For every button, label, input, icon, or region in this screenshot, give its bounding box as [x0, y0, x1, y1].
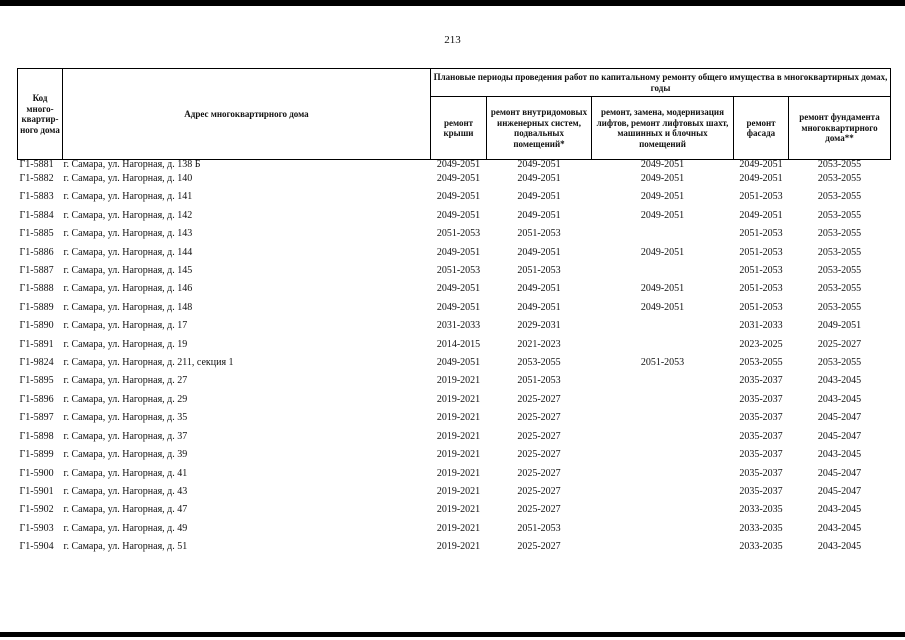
engineering-period-cell: 2053-2055 [517, 357, 561, 369]
house-code-cell: Г1-5881 [19, 159, 54, 170]
foundation-period-cell: 2043-2045 [817, 522, 862, 534]
house-address-cell: г. Самара, ул. Нагорная, д. 27 [63, 375, 188, 387]
roof-period-cell: 2014-2015 [436, 338, 481, 350]
elevator-period-cell [592, 501, 734, 519]
engineering-period-cell: 2025-2027 [517, 449, 561, 461]
house-address-cell: г. Самара, ул. Нагорная, д. 51 [63, 541, 188, 553]
house-address-cell: г. Самара, ул. Нагорная, д. 29 [63, 393, 188, 405]
elevator-period-cell [592, 465, 734, 483]
house-code-cell: Г1-5902 [19, 504, 54, 516]
table-row [18, 354, 891, 372]
table-row [18, 483, 891, 501]
foundation-period-cell: 2045-2047 [817, 412, 862, 424]
table-row [18, 188, 891, 206]
header-engineering-repair: ремонт внутридомовых инженерных систем, подвальных помещений* [487, 97, 592, 160]
facade-period-cell: 2035-2037 [739, 467, 783, 479]
table-row [18, 160, 891, 171]
roof-period-cell: 2019-2021 [436, 504, 481, 516]
roof-period-cell: 2049-2051 [436, 191, 481, 203]
elevator-period-cell [592, 409, 734, 427]
house-code-cell: Г1-5895 [19, 375, 54, 387]
table-row [18, 170, 891, 188]
header-address: Адрес многоквартирного дома [63, 69, 431, 160]
foundation-period-cell: 2043-2045 [817, 504, 862, 516]
facade-period-cell: 2033-2035 [739, 522, 783, 534]
elevator-period-cell: 2049-2051 [640, 209, 685, 221]
elevator-period-cell: 2049-2051 [640, 283, 685, 295]
foundation-period-cell: 2053-2055 [817, 265, 862, 277]
table-row [18, 317, 891, 335]
house-code-cell: Г1-5891 [19, 338, 54, 350]
engineering-period-cell: 2025-2027 [517, 393, 561, 405]
house-code-cell: Г1-5885 [19, 228, 54, 240]
elevator-period-cell [592, 483, 734, 501]
facade-period-cell: 2023-2025 [739, 338, 783, 350]
facade-period-cell: 2051-2053 [739, 283, 783, 295]
foundation-period-cell: 2053-2055 [817, 301, 862, 313]
facade-period-cell: 2031-2033 [739, 320, 783, 332]
facade-period-cell: 2035-2037 [739, 430, 783, 442]
foundation-period-cell: 2043-2045 [817, 541, 862, 553]
house-address-cell: г. Самара, ул. Нагорная, д. 19 [63, 338, 188, 350]
header-elevator-repair: ремонт, замена, модернизация лифтов, ремонт лифтовых шахт, машинных и блочных помещений [592, 97, 734, 160]
roof-period-cell: 2051-2053 [436, 228, 481, 240]
house-address-cell: г. Самара, ул. Нагорная, д. 140 [63, 173, 193, 184]
facade-period-cell: 2035-2037 [739, 449, 783, 461]
facade-period-cell: 2049-2051 [739, 209, 783, 221]
engineering-period-cell: 2025-2027 [517, 412, 561, 424]
foundation-period-cell: 2053-2055 [817, 191, 862, 203]
facade-period-cell: 2051-2053 [739, 246, 783, 258]
roof-period-cell: 2019-2021 [436, 393, 481, 405]
roof-period-cell: 2019-2021 [436, 485, 481, 497]
house-address-cell: г. Самара, ул. Нагорная, д. 41 [63, 467, 188, 479]
elevator-period-cell: 2049-2051 [640, 191, 685, 203]
foundation-period-cell: 2043-2045 [817, 449, 862, 461]
foundation-period-cell: 2053-2055 [817, 173, 862, 184]
roof-period-cell: 2049-2051 [436, 159, 481, 170]
house-code-cell: Г1-5887 [19, 265, 54, 277]
house-address-cell: г. Самара, ул. Нагорная, д. 138 Б [63, 159, 201, 170]
house-address-cell: г. Самара, ул. Нагорная, д. 145 [63, 265, 193, 277]
foundation-period-cell: 2053-2055 [817, 357, 862, 369]
header-roof-repair: ремонт крыши [431, 97, 487, 160]
facade-period-cell: 2051-2053 [739, 228, 783, 240]
engineering-period-cell: 2051-2053 [517, 522, 561, 534]
foundation-period-cell: 2053-2055 [817, 283, 862, 295]
house-code-cell: Г1-5888 [19, 283, 54, 295]
roof-period-cell: 2049-2051 [436, 301, 481, 313]
facade-period-cell: 2049-2051 [739, 159, 783, 170]
capital-repair-schedule-table [17, 68, 891, 557]
foundation-period-cell: 2045-2047 [817, 467, 862, 479]
foundation-period-cell: 2049-2051 [817, 320, 862, 332]
table-row [18, 391, 891, 409]
engineering-period-cell: 2051-2053 [517, 375, 561, 387]
engineering-period-cell: 2049-2051 [517, 173, 561, 184]
table-row [18, 465, 891, 483]
house-code-cell: Г1-5896 [19, 393, 54, 405]
elevator-period-cell [592, 391, 734, 409]
engineering-period-cell: 2025-2027 [517, 504, 561, 516]
table-row [18, 409, 891, 427]
house-address-cell: г. Самара, ул. Нагорная, д. 144 [63, 246, 193, 258]
table-row [18, 520, 891, 538]
roof-period-cell: 2019-2021 [436, 449, 481, 461]
page-number: 213 [444, 34, 461, 46]
engineering-period-cell: 2025-2027 [517, 541, 561, 553]
foundation-period-cell: 2053-2055 [817, 209, 862, 221]
roof-period-cell: 2049-2051 [436, 246, 481, 258]
roof-period-cell: 2049-2051 [436, 357, 481, 369]
elevator-period-cell [592, 372, 734, 390]
table-row [18, 446, 891, 464]
house-address-cell: г. Самара, ул. Нагорная, д. 141 [63, 191, 193, 203]
house-address-cell: г. Самара, ул. Нагорная, д. 43 [63, 485, 188, 497]
table-row [18, 372, 891, 390]
elevator-period-cell: 2049-2051 [640, 246, 685, 258]
foundation-period-cell: 2045-2047 [817, 430, 862, 442]
house-code-cell: Г1-5898 [19, 430, 54, 442]
elevator-period-cell [592, 446, 734, 464]
house-code-cell: Г1-5904 [19, 541, 54, 553]
header-planned-periods: Плановые периоды проведения работ по капитальному ремонту общего имущества в многоквартирных домах, годы [431, 69, 891, 97]
house-address-cell: г. Самара, ул. Нагорная, д. 211, секция 1 [63, 357, 234, 369]
foundation-period-cell: 2053-2055 [817, 159, 862, 170]
engineering-period-cell: 2025-2027 [517, 467, 561, 479]
house-code-cell: Г1-5883 [19, 191, 54, 203]
table-row [18, 262, 891, 280]
elevator-period-cell [592, 336, 734, 354]
house-code-cell: Г1-5903 [19, 522, 54, 534]
table-row [18, 207, 891, 225]
house-address-cell: г. Самара, ул. Нагорная, д. 37 [63, 430, 188, 442]
elevator-period-cell [592, 428, 734, 446]
foundation-period-cell: 2053-2055 [817, 246, 862, 258]
house-code-cell: Г1-5899 [19, 449, 54, 461]
foundation-period-cell: 2045-2047 [817, 485, 862, 497]
elevator-period-cell [592, 317, 734, 335]
foundation-period-cell: 2025-2027 [817, 338, 862, 350]
table-row [18, 225, 891, 243]
header-facade-repair: ремонт фасада [734, 97, 789, 160]
facade-period-cell: 2035-2037 [739, 375, 783, 387]
foundation-period-cell: 2043-2045 [817, 375, 862, 387]
house-code-cell: Г1-5884 [19, 209, 54, 221]
elevator-period-cell: 2051-2053 [640, 357, 685, 369]
house-code-cell: Г1-5901 [19, 485, 54, 497]
house-code-cell: Г1-5889 [19, 301, 54, 313]
table-row [18, 336, 891, 354]
roof-period-cell: 2049-2051 [436, 173, 481, 184]
house-address-cell: г. Самара, ул. Нагорная, д. 49 [63, 522, 188, 534]
roof-period-cell: 2051-2053 [436, 265, 481, 277]
header-foundation-repair: ремонт фундамента многоквартирного дома** [789, 97, 891, 160]
engineering-period-cell: 2049-2051 [517, 159, 561, 170]
elevator-period-cell: 2049-2051 [640, 173, 685, 184]
house-address-cell: г. Самара, ул. Нагорная, д. 143 [63, 228, 193, 240]
elevator-period-cell [592, 262, 734, 280]
house-code-cell: Г1-5900 [19, 467, 54, 479]
house-code-cell: Г1-5882 [19, 173, 54, 184]
house-address-cell: г. Самара, ул. Нагорная, д. 17 [63, 320, 188, 332]
foundation-period-cell: 2053-2055 [817, 228, 862, 240]
table-row [18, 280, 891, 298]
house-address-cell: г. Самара, ул. Нагорная, д. 146 [63, 283, 193, 295]
table-row [18, 244, 891, 262]
foundation-period-cell: 2043-2045 [817, 393, 862, 405]
engineering-period-cell: 2025-2027 [517, 485, 561, 497]
facade-period-cell: 2033-2035 [739, 504, 783, 516]
engineering-period-cell: 2025-2027 [517, 430, 561, 442]
elevator-period-cell [592, 538, 734, 556]
roof-period-cell: 2049-2051 [436, 209, 481, 221]
facade-period-cell: 2035-2037 [739, 485, 783, 497]
facade-period-cell: 2051-2053 [739, 301, 783, 313]
top-border-rule [0, 0, 905, 6]
engineering-period-cell: 2051-2053 [517, 265, 561, 277]
table-row [18, 501, 891, 519]
roof-period-cell: 2019-2021 [436, 430, 481, 442]
table-row [18, 428, 891, 446]
engineering-period-cell: 2051-2053 [517, 228, 561, 240]
house-address-cell: г. Самара, ул. Нагорная, д. 35 [63, 412, 188, 424]
header-code: Код много-квартир-ного дома [18, 69, 63, 160]
facade-period-cell: 2053-2055 [739, 357, 783, 369]
elevator-period-cell [592, 225, 734, 243]
elevator-period-cell: 2049-2051 [640, 159, 685, 170]
engineering-period-cell: 2049-2051 [517, 191, 561, 203]
house-address-cell: г. Самара, ул. Нагорная, д. 39 [63, 449, 188, 461]
facade-period-cell: 2051-2053 [739, 265, 783, 277]
facade-period-cell: 2035-2037 [739, 393, 783, 405]
engineering-period-cell: 2049-2051 [517, 209, 561, 221]
roof-period-cell: 2019-2021 [436, 375, 481, 387]
house-address-cell: г. Самара, ул. Нагорная, д. 47 [63, 504, 188, 516]
table-header [18, 69, 891, 160]
table-body [18, 160, 891, 557]
roof-period-cell: 2019-2021 [436, 467, 481, 479]
facade-period-cell: 2035-2037 [739, 412, 783, 424]
roof-period-cell: 2049-2051 [436, 283, 481, 295]
table-row [18, 299, 891, 317]
house-address-cell: г. Самара, ул. Нагорная, д. 148 [63, 301, 193, 313]
roof-period-cell: 2019-2021 [436, 412, 481, 424]
roof-period-cell: 2019-2021 [436, 541, 481, 553]
house-code-cell: Г1-5886 [19, 246, 54, 258]
bottom-border-rule [0, 632, 905, 637]
engineering-period-cell: 2029-2031 [517, 320, 561, 332]
roof-period-cell: 2031-2033 [436, 320, 481, 332]
house-address-cell: г. Самара, ул. Нагорная, д. 142 [63, 209, 193, 221]
house-code-cell: Г1-5897 [19, 412, 54, 424]
roof-period-cell: 2019-2021 [436, 522, 481, 534]
elevator-period-cell: 2049-2051 [640, 301, 685, 313]
house-code-cell: Г1-5890 [19, 320, 54, 332]
facade-period-cell: 2033-2035 [739, 541, 783, 553]
facade-period-cell: 2051-2053 [739, 191, 783, 203]
facade-period-cell: 2049-2051 [739, 173, 783, 184]
engineering-period-cell: 2049-2051 [517, 283, 561, 295]
table-row [18, 538, 891, 556]
elevator-period-cell [592, 520, 734, 538]
house-code-cell: Г1-9824 [19, 357, 54, 369]
engineering-period-cell: 2049-2051 [517, 301, 561, 313]
engineering-period-cell: 2021-2023 [517, 338, 561, 350]
engineering-period-cell: 2049-2051 [517, 246, 561, 258]
